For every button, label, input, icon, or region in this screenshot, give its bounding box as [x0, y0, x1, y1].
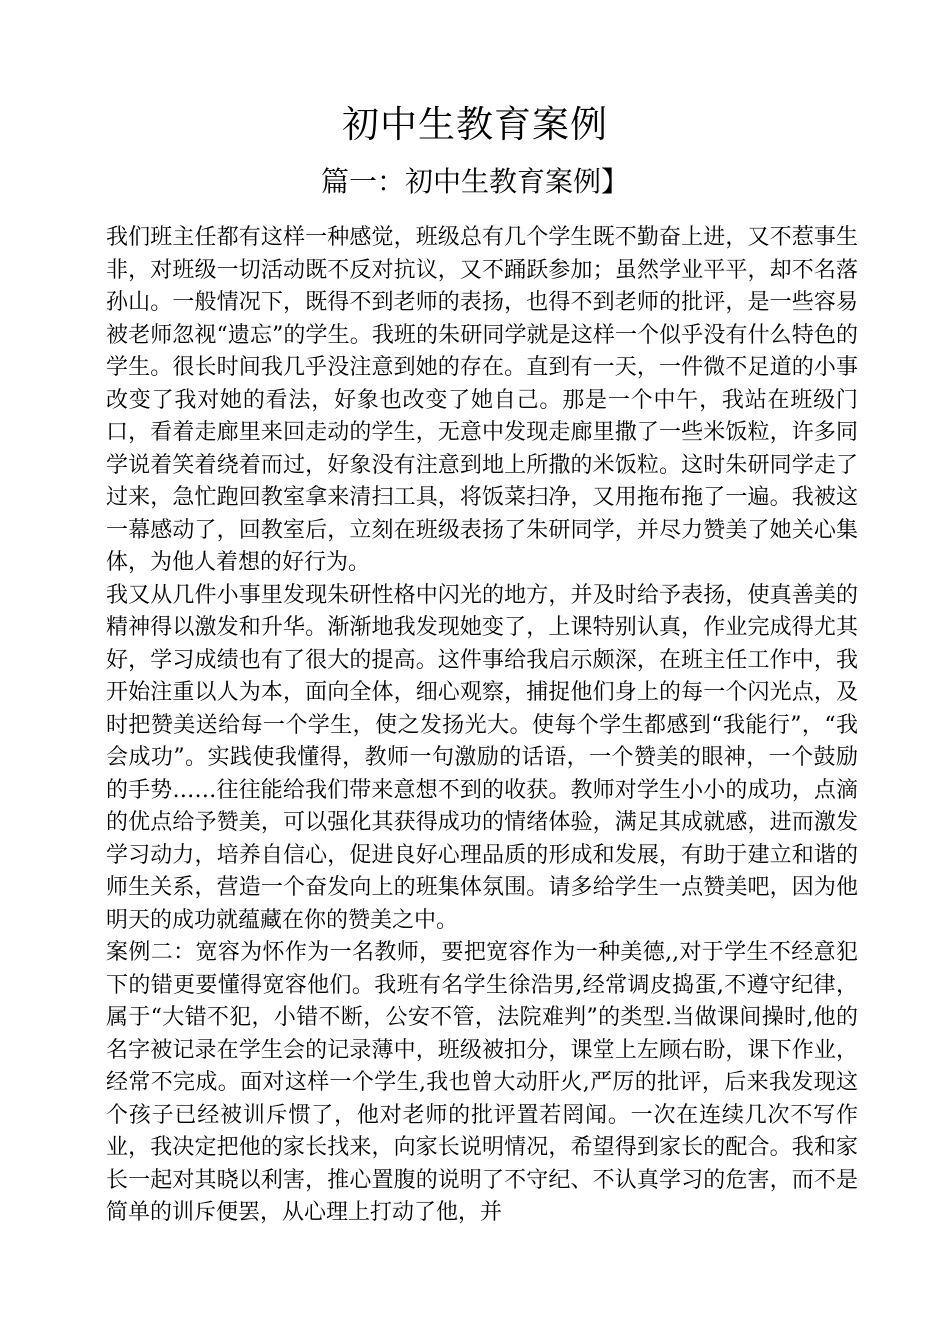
document-body: [106, 222, 858, 1230]
paragraph-2: 我又从几件小事里发现朱研性格中闪光的地方，并及时给予表扬，使真善美的精神得以激发和升华。渐渐地我发现她变了，上课特别认真，作业完成得尤其好，学习成绩也有了很大的提高。这件事给我启示颇深，在班主任工作中，我开始注重以人为本，面向全体，细心观察，捕捉他们身上的每一个闪光点，及时把赞美送给每一个学生，使之发扬光大。使每个学生都感到“我能行”，“我会成功”。实践使我懂得，教师一句激励的话语，一个赞美的眼神，一个鼓励的手势……往往能给我们带来意想不到的收获。教师对学生小小的成功，点滴的优点给予赞美，可以强化其获得成功的情绪体验，满足其成就感，进而激发学习动力，培养自信心，促进良好心理品质的形成和发展，有助于建立和谐的师生关系，营造一个奋发向上的班集体氛围。请多给学生一点赞美吧，因为他明天的成功就蕴藏在你的赞美之中。: [106, 582, 858, 933]
paragraph-3: 案例二：宽容为怀作为一名教师，要把宽容作为一种美德,,对于学生不经意犯下的错更要懂得宽容他们。我班有名学生徐浩男,经常调皮捣蛋,不遵守纪律，属于“大错不犯，小错不断，公安不管，法院难判”的类型.当做课间操时,他的名字被记录在学生会的记录薄中，班级被扣分，课堂上左顾右盼，课下作业，经常不完成。面对这样一个学生,我也曾大动肝火,严厉的批评，后来我发现这个孩子已经被训斥惯了，他对老师的批评置若罔闻。一次在连续几次不写作业，我决定把他的家长找来，向家长说明情况，希望得到家长的配合。我和家长一起对其晓以利害，推心置腹的说明了不守纪、不认真学习的危害，而不是简单的训斥便罢，从心理上打动了他，并: [106, 940, 858, 1225]
paragraph-1: 我们班主任都有这样一种感觉，班级总有几个学生既不勤奋上进，又不惹事生非，对班级一切活动既不反对抗议，又不踊跃参加；虽然学业平平，却不名落孙山。一般情况下，既得不到老师的表扬，也得不到老师的批评，是一些容易被老师忽视“遗忘”的学生。我班的朱研同学就是这样一个似乎没有什么特色的学生。很长时间我几乎没注意到她的存在。直到有一天，一件微不足道的小事改变了我对她的看法，好象也改变了她自己。那是一个中午，我站在班级门口，看着走廊里来回走动的学生，无意中发现走廊里撒了一些米饭粒，许多同学说着笑着绕着而过，好象没有注意到地上所撒的米饭粒。这时朱研同学走了过来，急忙跑回教室拿来清扫工具，将饭菜扫净，又用拖布拖了一遍。我被这一幕感动了，回教室后，立刻在班级表扬了朱研同学，并尽力赞美了她关心集体，为他人着想的好行为。: [106, 225, 858, 575]
document-title: 初中生教育案例: [342, 103, 608, 146]
document-subtitle: 篇一：初中生教育案例】: [320, 165, 629, 198]
